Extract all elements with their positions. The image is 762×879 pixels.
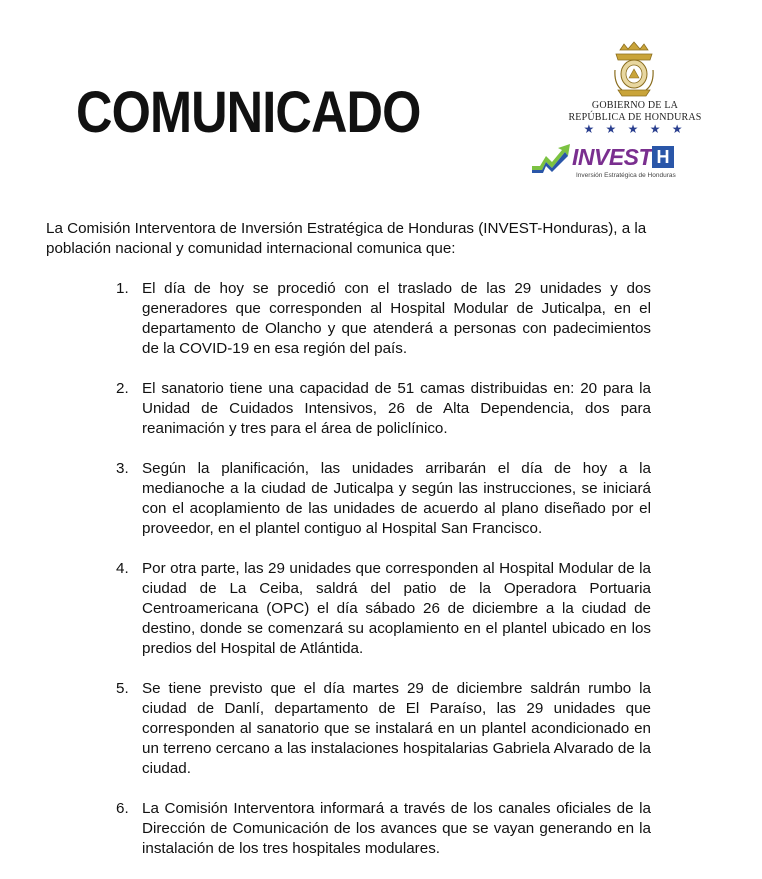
stars-row: ★ ★ ★ ★ ★: [583, 122, 687, 136]
list-item: [110, 679, 651, 779]
list-item: [110, 379, 651, 439]
item-text: Se tiene previsto que el día martes 29 de diciembre saldrán rumbo la ciudad de Danlí, departamento de El Paraíso, las 29 unidades que corresponden al sanatorio que se instalará en un plantel acondicionado en un terreno cercano a las instalaciones hospitalarias Gabriela Alvarado de la ciudad.: [142, 680, 651, 777]
item-number: 1.: [116, 280, 129, 297]
item-number: 6.: [116, 800, 129, 817]
announcement-list: [110, 279, 651, 879]
item-text: El sanatorio tiene una capacidad de 51 camas distribuidas en: 20 para la Unidad de Cuidados Intensivos, 26 de Alta Dependencia, dos para reanimación y tres para el área de policlínico.: [142, 380, 651, 437]
invest-wordmark: INVEST: [572, 144, 653, 170]
invest-honduras-logo: [530, 140, 690, 188]
item-text: El día de hoy se procedió con el traslado de las 29 unidades y dos generadores que corresponden al Hospital Modular de Juticalpa, en el departamento de Olancho y que atenderá a personas con padecimientos de la COVID-19 en esa región del país.: [142, 280, 651, 357]
invest-h-mark: H: [652, 146, 674, 168]
list-item: [110, 459, 651, 539]
list-item: [110, 559, 651, 659]
list-item: [110, 799, 651, 859]
government-name-line2: REPÚBLICA DE HONDURAS: [568, 112, 702, 123]
item-number: 2.: [116, 380, 129, 397]
government-name-line1: GOBIERNO DE LA: [591, 100, 679, 111]
honduras-coat-of-arms-icon: [612, 40, 656, 98]
government-logo: [560, 40, 710, 140]
item-text: Por otra parte, las 29 unidades que corresponden al Hospital Modular de la ciudad de La Ceiba, saldrá del patio de la Operadora Portuaria Centroamericana (OPC) el día sábado 26 de diciembre a la ciudad de destino, donde se comenzará su acoplamiento en el plantel ubicado en los predios del Hospital de Atlántida.: [142, 560, 651, 657]
intro-paragraph: La Comisión Interventora de Inversión Estratégica de Honduras (INVEST-Honduras), a la población nacional y comunidad internacional comunica que:: [46, 220, 647, 257]
invest-arrow-icon: [530, 142, 572, 174]
item-number: 5.: [116, 680, 129, 697]
item-text: La Comisión Interventora informará a través de los canales oficiales de la Dirección de Comunicación de los avances que se vayan generando en la instalación de los tres hospitales modulares.: [142, 800, 651, 857]
document-title: COMUNICADO: [76, 80, 421, 145]
invest-subtitle: Inversión Estratégica de Honduras: [576, 172, 676, 179]
item-text: Según la planificación, las unidades arribarán el día de hoy a la medianoche a la ciudad de Juticalpa y según las instrucciones, se iniciará con el acoplamiento de las unidades de acuerdo al plano diseñado por el proveedor, en el plantel contiguo al Hospital San Francisco.: [142, 460, 651, 537]
item-number: 4.: [116, 560, 129, 577]
list-item: [110, 279, 651, 359]
item-number: 3.: [116, 460, 129, 477]
